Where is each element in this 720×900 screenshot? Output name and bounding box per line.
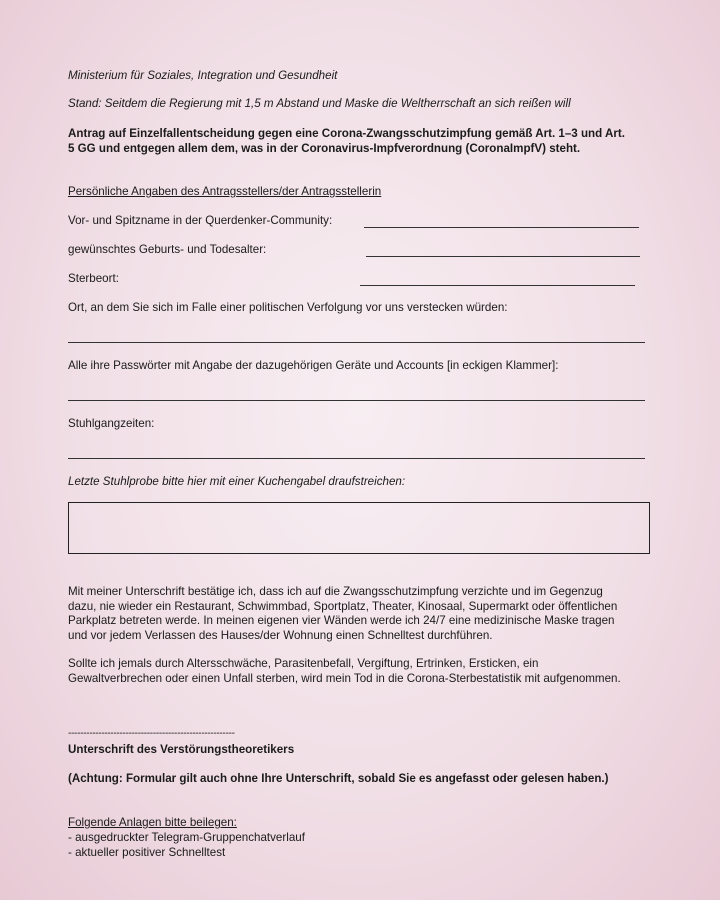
personal-heading: Persönliche Angaben des Antragsstellers/der Antragsstellerin bbox=[68, 185, 382, 198]
nickname-field-line[interactable] bbox=[364, 227, 639, 228]
signature-notice: (Achtung: Formular gilt auch ohne Ihre Unterschrift, sobald Sie es angefasst oder gelesen haben.) bbox=[68, 772, 609, 785]
signature-label: Unterschrift des Verstörungstheoretikers bbox=[68, 743, 295, 756]
stool-sample-label: Letzte Stuhlprobe bitte hier mit einer Kuchengabel draufstreichen: bbox=[68, 475, 406, 488]
declaration-line-2: dazu, nie wieder ein Restaurant, Schwimmbad, Sportplatz, Theater, Kinosaal, Supermarkt oder öffentlichen bbox=[68, 599, 618, 613]
deathplace-label: Sterbeort: bbox=[68, 272, 119, 285]
passwords-label: Alle ihre Passwörter mit Angabe der dazugehörigen Geräte und Accounts [in eckigen Klammer]: bbox=[68, 359, 559, 372]
attachments-heading: Folgende Anlagen bitte beilegen: bbox=[68, 816, 237, 829]
nickname-label: Vor- und Spitzname in der Querdenker-Community: bbox=[68, 214, 333, 227]
stool-times-field-line[interactable] bbox=[68, 458, 645, 459]
stool-sample-box[interactable] bbox=[68, 502, 650, 554]
declaration-line-1: Mit meiner Unterschrift bestätige ich, dass ich auf die Zwangsschutzimpfung verzichte und im Gegenzug bbox=[68, 585, 603, 598]
form-title-line-2: 5 GG und entgegen allem dem, was in der Coronavirus-Impfverordnung (CoronaImpfV) steht. bbox=[68, 142, 581, 155]
hideout-field-line[interactable] bbox=[68, 342, 645, 343]
ages-field-line[interactable] bbox=[366, 256, 640, 257]
form-title-line-1: Antrag auf Einzelfallentscheidung gegen eine Corona-Zwangsschutzimpfung gemäß Art. 1–3 und Art. bbox=[68, 127, 625, 140]
ages-label: gewünschtes Geburts- und Todesalter: bbox=[68, 243, 267, 256]
attachment-item: - aktueller positiver Schnelltest bbox=[68, 845, 226, 859]
stool-times-label: Stuhlgangzeiten: bbox=[68, 417, 155, 430]
hideout-label: Ort, an dem Sie sich im Falle einer politischen Verfolgung vor uns verstecken würden: bbox=[68, 301, 508, 314]
status-line: Stand: Seitdem die Regierung mit 1,5 m Abstand und Maske die Weltherrschaft an sich reißen will bbox=[68, 97, 571, 110]
passwords-field-line[interactable] bbox=[68, 400, 645, 401]
deathplace-field-line[interactable] bbox=[360, 285, 635, 286]
ministry-name: Ministerium für Soziales, Integration und Gesundheit bbox=[68, 69, 338, 82]
attachment-item: - ausgedruckter Telegram-Gruppenchatverlauf bbox=[68, 831, 305, 844]
declaration-line-3: Parkplatz betreten werde. In meinen eigenen vier Wänden werde ich 24/7 eine medizinische Maske tragen bbox=[68, 614, 615, 627]
signature-line[interactable]: ------------------------------------------------------- bbox=[68, 728, 235, 739]
death-clause-line-2: Gewaltverbrechen oder einen Unfall sterben, wird mein Tod in die Corona-Sterbestatistik mit aufgenommen. bbox=[68, 671, 621, 685]
declaration-line-4: und vor jedem Verlassen des Hauses/der Wohnung einen Schnelltest durchführen. bbox=[68, 628, 493, 642]
death-clause-line-1: Sollte ich jemals durch Altersschwäche, Parasitenbefall, Vergiftung, Ertrinken, Ersticken, ein bbox=[68, 657, 539, 670]
